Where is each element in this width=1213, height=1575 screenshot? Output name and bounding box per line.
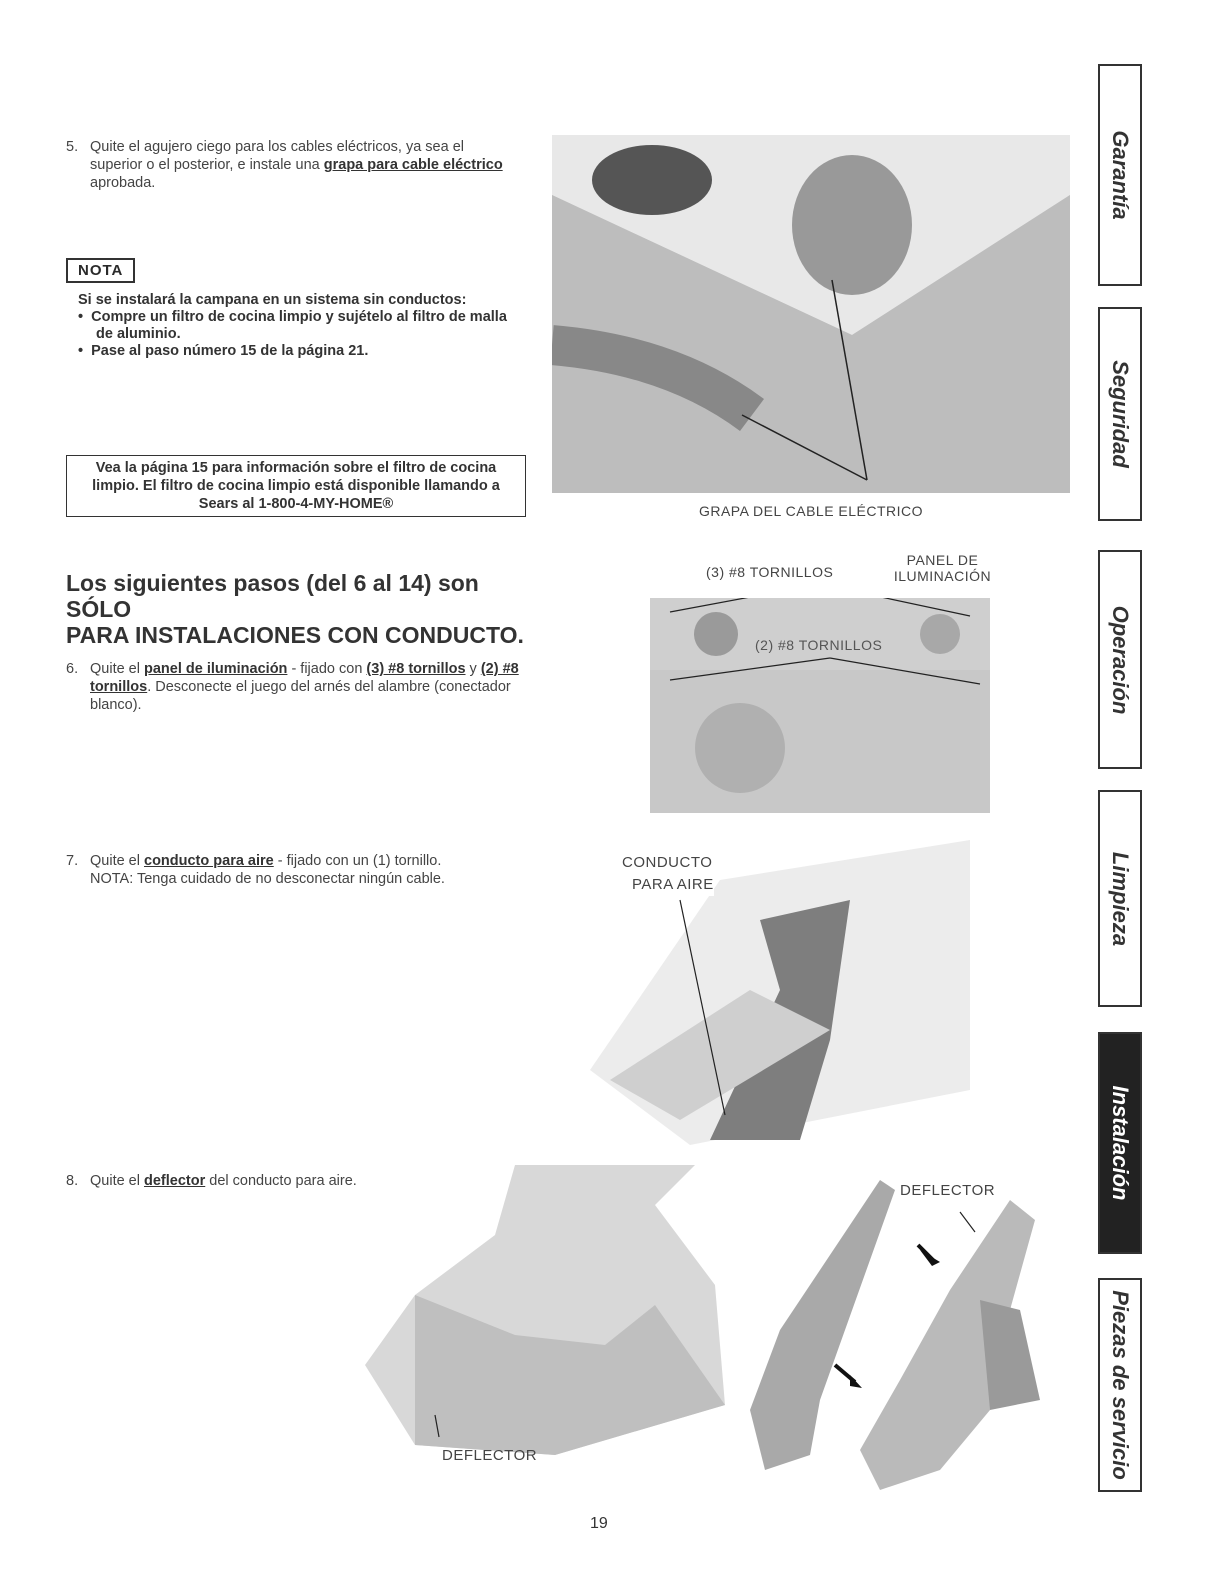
tab-label: Operación	[1108, 605, 1133, 714]
step-text-part: del conducto para aire.	[205, 1173, 357, 1189]
step-text-part: Quite el	[90, 661, 144, 677]
tab-instalacion[interactable]	[1098, 1032, 1142, 1254]
tab-garantia[interactable]	[1098, 64, 1142, 286]
nota-body	[78, 292, 518, 360]
caption-deflector-top: DEFLECTOR	[900, 1182, 996, 1199]
page-number: 19	[590, 1515, 608, 1532]
step-number: 5.	[66, 139, 79, 155]
tab-operacion[interactable]	[1098, 550, 1142, 769]
caption-line: PANEL DE	[906, 552, 979, 568]
nota-bullet-text: Pase al paso número 15 de la página 21.	[91, 343, 369, 359]
nota-intro: Si se instalará la campana en un sistema sin conductos:	[78, 292, 467, 308]
nota-bullet: • Compre un filtro de cocina limpio y sujételo al filtro de malla de aluminio.	[78, 309, 507, 342]
tab-label: Limpieza	[1108, 851, 1133, 946]
step-note: NOTA: Tenga cuidado de no desconectar ningún cable.	[90, 871, 445, 887]
caption-tornillos-2: (2) #8 TORNILLOS	[755, 637, 883, 653]
heading-line: PARA INSTALACIONES CON CONDUCTO.	[66, 622, 524, 648]
grapa-link: grapa para cable eléctrico	[323, 157, 503, 173]
step-6	[66, 660, 546, 714]
photo-wire-clamp	[552, 135, 1070, 493]
caption-panel	[880, 552, 1005, 584]
caption-deflector-bottom: DEFLECTOR	[442, 1447, 538, 1464]
nota-section	[66, 258, 135, 283]
wire-clamp-illustration	[552, 135, 1070, 493]
caption-line: PARA AIRE	[632, 876, 714, 893]
step-text-part: aprobada.	[90, 175, 156, 191]
photo-deflector-removed	[720, 1170, 1080, 1500]
step-line	[66, 852, 546, 870]
deflector-link: deflector	[144, 1173, 206, 1189]
step-text	[90, 660, 546, 714]
heading-line: Los siguientes pasos (del 6 al 14) son SÓLO	[66, 570, 479, 622]
screws-2-link: (2) #8 tornillos	[90, 661, 519, 695]
caption-grapa: GRAPA DEL CABLE ELÉCTRICO	[698, 503, 924, 519]
step-7	[66, 852, 546, 888]
step-text-part: Quite el agujero ciego para los cables eléctricos, ya sea el superior o el posterior, e instale una	[90, 139, 464, 173]
caption-tornillos-3: (3) #8 TORNILLOS	[706, 564, 834, 580]
photo-light-panel	[650, 598, 990, 813]
step-text-part: Quite el	[90, 1173, 144, 1189]
caption-line: CONDUCTO	[622, 854, 713, 871]
step-text-part: . Desconecte el juego del arnés del alambre (conectador blanco).	[90, 679, 511, 713]
step-text-part: y	[465, 661, 481, 677]
step-number: 6.	[66, 661, 79, 677]
nota-bullet: • Pase al paso número 15 de la página 21.	[78, 343, 369, 359]
panel-link: panel de iluminación	[144, 661, 288, 677]
step-text	[90, 138, 506, 192]
deflector-removed-illustration	[720, 1170, 1080, 1500]
light-panel-illustration	[650, 598, 990, 813]
tab-label: Instalación	[1108, 1085, 1133, 1201]
step-text-part: Quite el	[90, 853, 144, 869]
conducto-link: conducto para aire	[144, 853, 274, 869]
step-text	[90, 852, 441, 870]
tab-piezas-de-servicio[interactable]	[1098, 1278, 1142, 1492]
screws-3-link: (3) #8 tornillos	[366, 661, 466, 677]
step-number: 8.	[66, 1173, 79, 1189]
tab-label: Garantía	[1108, 130, 1133, 220]
tab-seguridad[interactable]	[1098, 307, 1142, 521]
step-text-part: - fijado con un (1) tornillo.	[273, 853, 442, 869]
caption-line: ILUMINACIÓN	[893, 568, 992, 584]
tab-label: Seguridad	[1108, 360, 1133, 468]
section-heading	[66, 570, 546, 648]
nota-label: NOTA	[66, 258, 135, 283]
step-number: 7.	[66, 853, 79, 869]
nota-bullet-text: Compre un filtro de cocina limpio y sujételo al filtro de malla de aluminio.	[91, 309, 507, 342]
tab-limpieza[interactable]	[1098, 790, 1142, 1007]
step-5	[66, 138, 506, 192]
caption-conducto	[622, 852, 714, 896]
deflector-installed-illustration	[355, 1165, 735, 1455]
tab-label: Piezas de servicio	[1108, 1290, 1133, 1480]
step-text-part: - fijado con	[287, 661, 367, 677]
step-text	[90, 1172, 357, 1190]
info-box: Vea la página 15 para información sobre el filtro de cocina limpio. El filtro de cocina limpio está disponible llamando a Sears al 1-800-4-MY-HOME®	[66, 455, 526, 517]
photo-deflector-installed	[355, 1165, 735, 1455]
